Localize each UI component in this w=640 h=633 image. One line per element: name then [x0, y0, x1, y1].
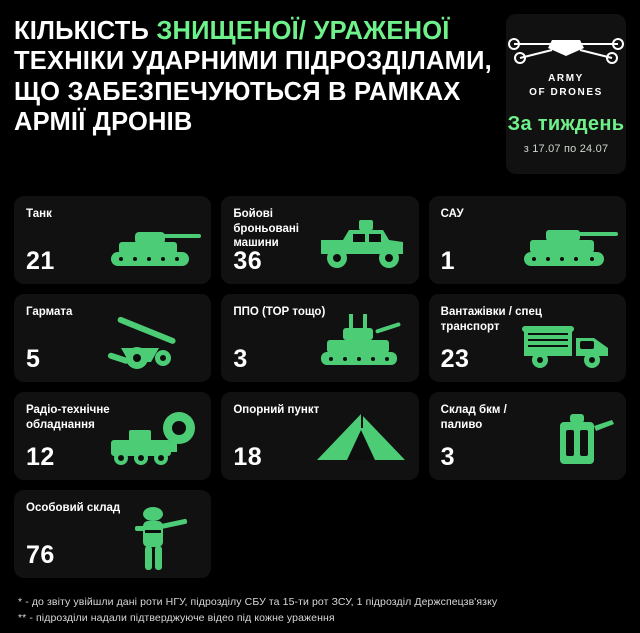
stat-label: ППО (ТОР тощо) — [233, 306, 326, 318]
stat-card-howitzer — [14, 294, 211, 382]
title-part-2: ТЕХНІКИ УДАРНИМИ ПІДРОЗДІЛАМИ, ЩО ЗАБЕЗПЕЧУЮТЬСЯ В РАМКАХ АРМІЇ ДРОНІВ — [14, 47, 492, 137]
title-highlight-2: УРАЖЕНОЇ — [313, 17, 450, 45]
period-range: з 17.07 по 24.07 — [523, 143, 609, 155]
stat-value: 5 — [26, 345, 41, 373]
stat-card-self-propelled-gun — [429, 196, 626, 284]
stat-value: 18 — [233, 443, 263, 471]
stat-card-armored-vehicle — [221, 196, 418, 284]
stat-label: Радіо-технічне обладнання — [26, 404, 110, 431]
period-label: За тиждень — [507, 113, 625, 135]
footnote-2: ** - підрозділи надали підтверджуюче відео під кожне ураження — [18, 612, 335, 625]
stat-value: 1 — [440, 247, 456, 275]
brand-name-line2: OF DRONES — [529, 86, 603, 98]
stat-card-truck — [429, 294, 626, 382]
stat-label: Вантажівки / спец транспорт — [440, 306, 542, 333]
stat-card-radar — [14, 392, 211, 480]
stat-label: Особовий склад — [26, 502, 121, 514]
stat-card-air-defense — [221, 294, 418, 382]
brand-name — [529, 72, 603, 99]
title-highlight-1: ЗНИЩЕНОЇ/ — [156, 17, 307, 45]
stat-label: Склад бкм / паливо — [440, 404, 507, 431]
stat-value: 36 — [233, 247, 263, 275]
stat-card-tent — [221, 392, 418, 480]
stats-grid — [14, 196, 626, 578]
stat-card-personnel — [14, 490, 211, 578]
brand-card — [506, 14, 626, 174]
stat-label: Бойові броньовані машини — [233, 208, 299, 250]
footnotes — [14, 594, 626, 627]
stat-value: 3 — [440, 443, 456, 471]
stat-card-fuel-canister — [429, 392, 626, 480]
stat-label: Танк — [26, 208, 52, 220]
footnote-1: * - до звіту увійшли дані роти НГУ, підрозділу СБУ та 15-ти рот ЗСУ, 1 підрозділ Держспецзв'язку — [18, 596, 498, 608]
stat-value: 21 — [26, 247, 55, 275]
stat-value: 3 — [233, 345, 248, 373]
stat-value: 12 — [26, 443, 55, 471]
stat-label: Гармата — [26, 306, 73, 318]
stat-label: САУ — [440, 208, 464, 220]
stat-card-tank — [14, 196, 211, 284]
drone-icon — [506, 36, 626, 70]
page-title — [14, 14, 492, 137]
brand-name-line1: ARMY — [548, 73, 584, 84]
stat-value: 76 — [26, 541, 55, 569]
stat-label: Опорний пункт — [233, 404, 320, 416]
header — [14, 14, 626, 186]
title-part-1: КІЛЬКІСТЬ — [14, 17, 150, 45]
stat-value: 23 — [440, 345, 470, 373]
